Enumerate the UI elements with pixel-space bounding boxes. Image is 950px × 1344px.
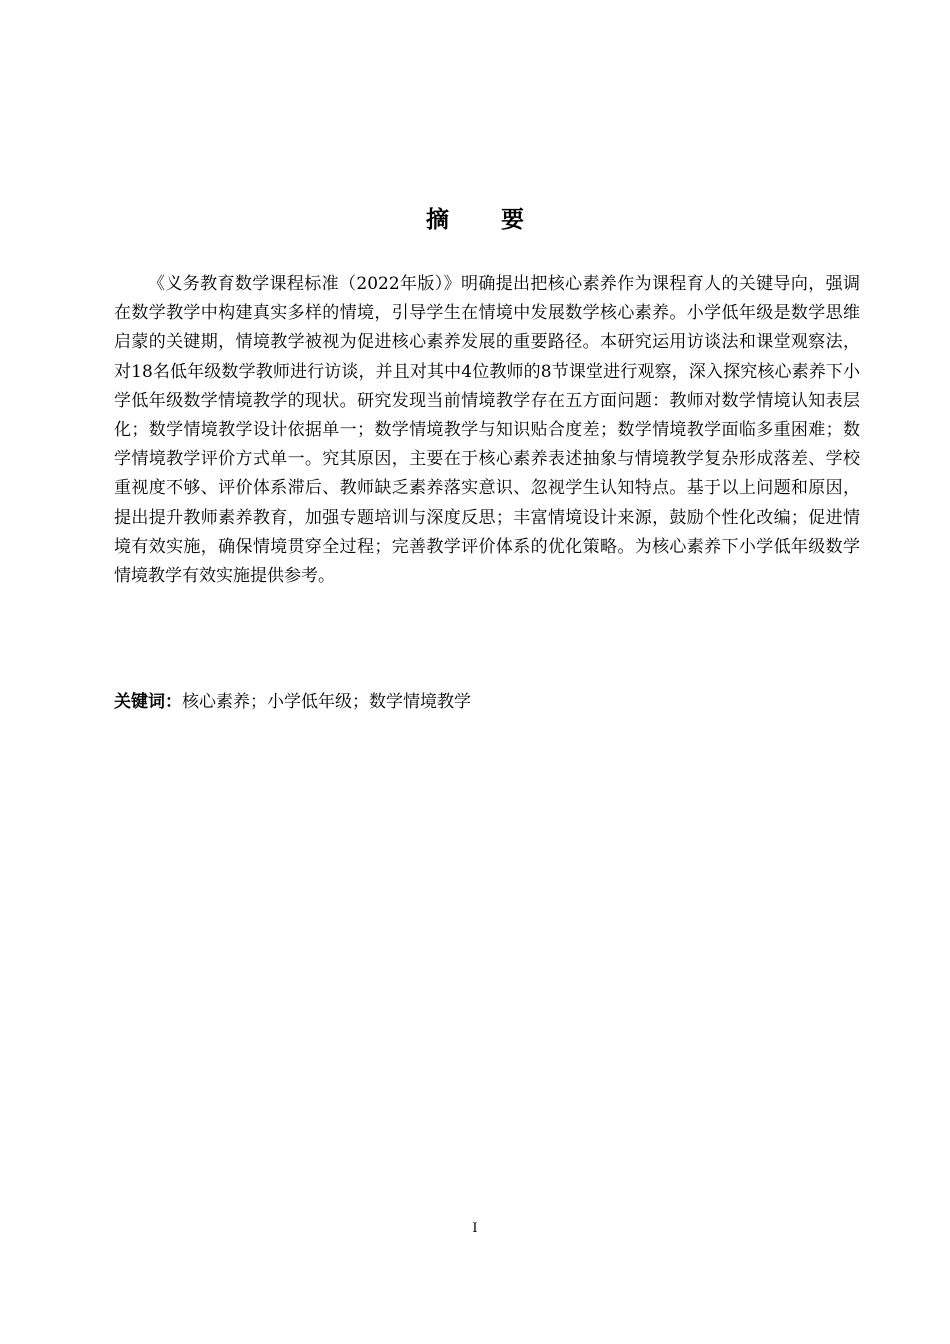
page-title: 摘 要	[425, 207, 546, 233]
keywords-line	[114, 688, 860, 717]
abstract-paragraph: 《义务教育数学课程标准（2022年版）》明确提出把核心素养作为课程育人的关键导向，强调在数学教学中构建真实多样的情境，引导学生在情境中发展数学核心素养。小学低年级是数学思维启蒙的关键期，情境教学被视为促进核心素养发展的重要路径。本研究运用访谈法和课堂观察法，对18名低年级数学教师进行访谈，并且对其中4位教师的8节课堂进行观察，深入探究核心素养下小学低年级数学情境教学的现状。研究发现当前情境教学存在五方面问题：教师对数学情境认知表层化；数学情境教学设计依据单一；数学情境教学与知识贴合度差；数学情境教学面临多重困难；数学情境教学评价方式单一。究其原因，主要在于核心素养表述抽象与情境教学复杂形成落差、学校重视度不够、评价体系滞后、教师缺乏素养落实意识、忽视学生认知特点。基于以上问题和原因，提出提升教师素养教育，加强专题培训与深度反思；丰富情境设计来源，鼓励个性化改编；促进情境有效实施，确保情境贯穿全过程；完善教学评价体系的优化策略。为核心素养下小学低年级数学情境教学有效实施提供参考。	[114, 274, 860, 587]
page-number: I	[472, 1221, 478, 1236]
keywords-text: 核心素养；小学低年级；数学情境教学	[182, 692, 471, 712]
keywords-label: 关键词：	[114, 692, 182, 712]
